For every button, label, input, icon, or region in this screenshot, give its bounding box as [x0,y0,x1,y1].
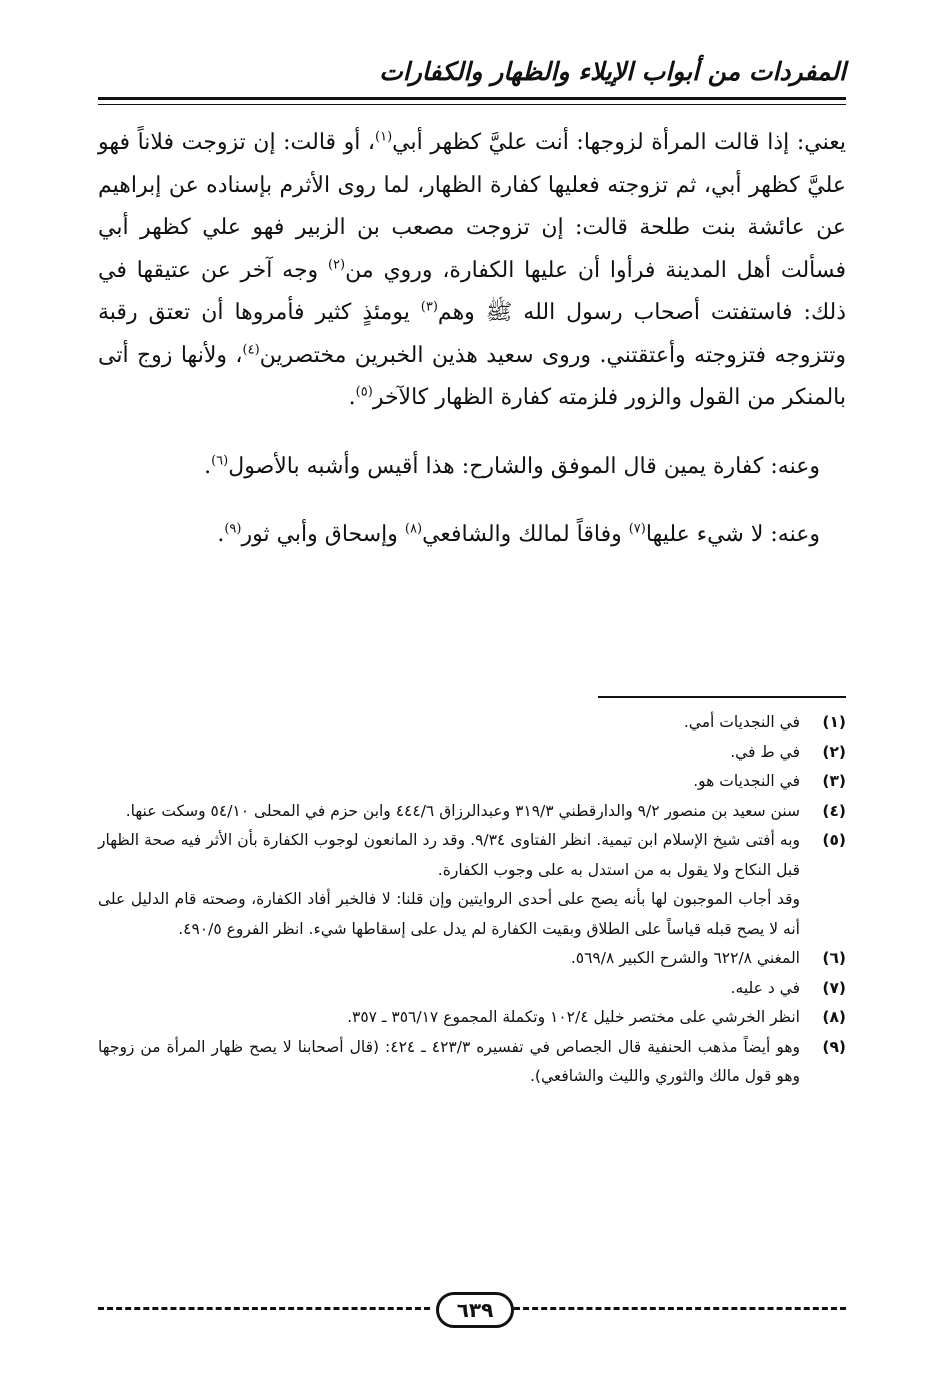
footnote-text: وهو أيضاً مذهب الحنفية قال الجصاص في تفسيره ٤٢٣/٣ ـ ٤٢٤: (قال أصحابنا لا يصح ظهار المرأة من زوجها وهو قول مالك والثوري والليث والشافعي). [98,1037,800,1085]
footnote-text: في ط في. [730,742,800,761]
text-segment: . [348,385,356,410]
footnotes [98,708,846,1092]
footnote-text: وبه أفتى شيخ الإسلام ابن تيمية. انظر الفتاوى ٩/٣٤. وقد رد المانعون لوجوب الكفارة بأن الأثر فيه صحة الظهار قبل النكاح ولا يقول به من استدل به على وجوب الكفارة. [98,831,800,879]
page-footer [98,1291,846,1327]
footnote-7 [98,974,846,1004]
footnote-number: (٦) [822,949,846,967]
header-rule [98,97,846,100]
text-segment: . [217,522,225,547]
footnote-ref-3[interactable]: (٣) [420,299,438,315]
footnote-number: (٥) [822,831,846,849]
footnote-ref-6[interactable]: (٦) [211,453,229,469]
footnote-number: (٨) [822,1008,846,1026]
footnote-5-continuation: وقد أجاب الموجبون لها بأنه يصح على أحدى الروايتين وإن قلنا: لا فالخبر أفاد الكفارة، وصحته قام الدليل على أنه لا يصح قبله قياساً على الطلاق وبقيت الكفارة لم يدل على إسقاطها شيء. انظر الفروع ٤٩٠/٥. [98,890,800,938]
header-rule-thin [98,104,846,105]
footnote-number: (٣) [822,772,846,790]
footnote-number: (١) [822,713,846,731]
footnote-text: سنن سعيد بن منصور ٩/٢ والدارقطني ٣١٩/٣ وعبدالرزاق ٤٤٤/٦ وابن حزم في المحلى ٥٤/١٠ وسكت عنها. [125,801,800,820]
footnote-text: انظر الخرشي على مختصر خليل ١٠٢/٤ وتكملة المجموع ٣٥٦/١٧ ـ ٣٥٧. [347,1008,800,1026]
footnote-ref-7[interactable]: (٧) [628,521,646,537]
footnote-separator [598,696,846,698]
footnote-text: في النجديات أمي. [683,713,800,731]
text-segment: وجه آخر عن عتيقها في ذلك: فاستفتت أصحاب رسول الله ﷺ وهم [98,257,846,325]
footnote-4 [98,797,846,827]
page-number: ٦٣٩ [436,1292,514,1328]
footnote-8 [98,1003,846,1033]
footnote-number: (٤) [822,801,846,820]
text-segment: يومئذٍ كثير فأمروها أن تعتق رقبة وتتزوجه فتزوجته وأعتقتني. وروى سعيد هذين الخبرين مختصرين [98,300,847,368]
paragraph-gap [98,488,846,514]
footnote-text: في النجديات هو. [693,772,800,790]
text-segment: وعنه: لا شيء عليها [645,522,820,547]
footnote-number: (٩) [822,1037,846,1056]
footnote-5 [98,826,846,885]
footnote-9 [98,1033,846,1092]
footnote-ref-8[interactable]: (٨) [404,521,423,537]
running-header: المفردات من أبواب الإيلاء والظهار والكفارات [379,57,846,86]
text-segment: ، ولأنها زوج أتى بالمنكر من القول والزور فلزمته كفارة الظهار كالآخر [98,342,846,410]
footnote-ref-5[interactable]: (٥) [355,384,373,400]
paragraph-3 [98,514,846,557]
paragraph-1 [98,122,846,420]
text-segment: وعنه: كفارة يمين قال الموفق والشارح: هذا أقيس وأشبه بالأصول [228,453,820,479]
footer-dashed-rule-right [514,1307,846,1310]
paragraph-gap [98,420,846,446]
text-segment: يعني: إذا قالت المرأة لزوجها: أنت عليَّ كظهر أبي [392,130,846,155]
text-segment: وفاقاً لمالك والشافعي [422,522,629,547]
footnote-6 [98,944,846,974]
footnote-number: (٧) [822,978,846,997]
footnote-1 [98,708,846,738]
footnote-text: في د عليه. [730,978,800,997]
footnote-ref-9[interactable]: (٩) [224,521,242,537]
text-segment: وإسحاق وأبي ثور [241,522,405,547]
main-text [98,122,846,557]
footnote-number: (٢) [822,742,846,761]
text-segment: ، أو قالت: إن تزوجت فلاناً فهو عليَّ كظهر أبي، ثم تزوجته فعليها كفارة الظهار، لما روى الأثرم بإسناده عن إبراهيم عن عائشة بنت طلحة قالت: إن تزوجت مصعب بن الزبير فهو علي كظهر أبي فسألت أهل المدينة فرأوا أن عليها الكفارة، وروي من [98,130,846,283]
footer-dashed-rule-left [98,1307,430,1310]
footnote-text: المغني ٦٢٢/٨ والشرح الكبير ٥٦٩/٨. [570,949,800,967]
footnote-ref-1[interactable]: (١) [375,129,393,145]
footnote-2 [98,738,846,768]
footnote-ref-2[interactable]: (٢) [327,257,346,273]
paragraph-2 [98,446,846,489]
text-segment: . [204,453,212,479]
footnote-3 [98,767,846,797]
footnote-ref-4[interactable]: (٤) [242,342,260,358]
